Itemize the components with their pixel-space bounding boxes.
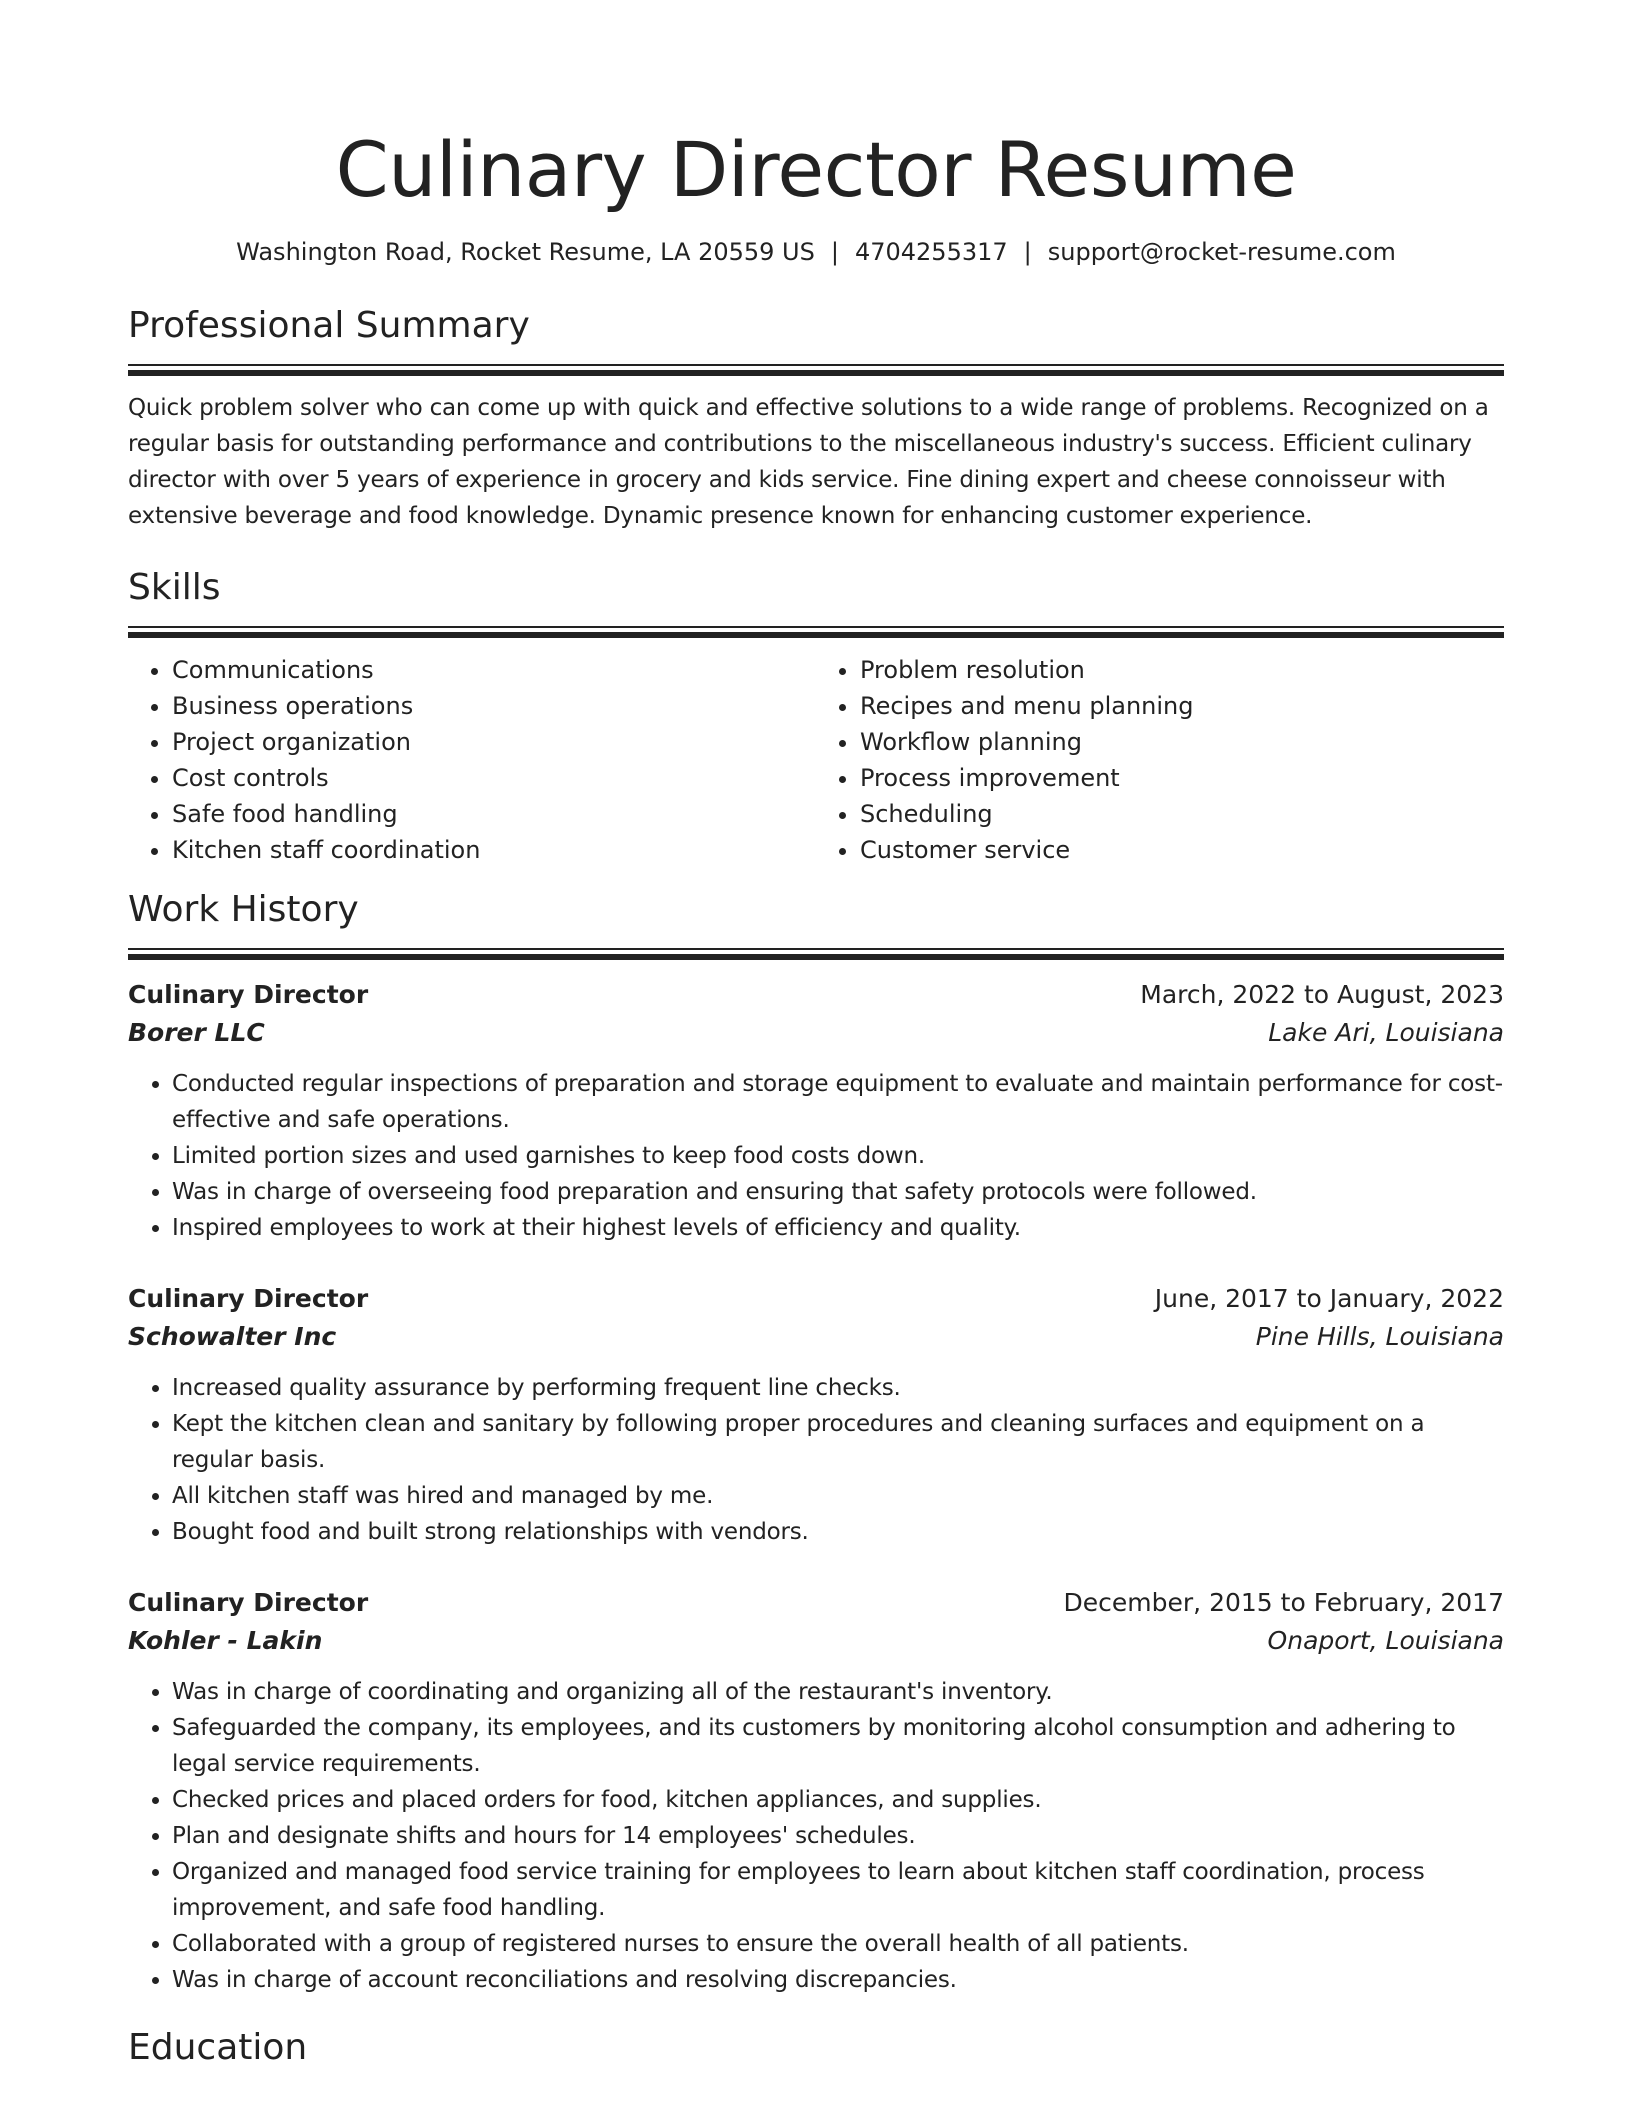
contact-separator: | (830, 238, 839, 266)
resume-page (128, 0, 1504, 2072)
resume-title: Culinary Director Resume (335, 125, 1297, 214)
skill-item: • Project organization (172, 724, 816, 760)
job-bullet: • Collaborated with a group of registered nurses to ensure the overall health of all patients. (172, 1926, 1504, 1962)
job-bullet: • Was in charge of account reconciliations and resolving discrepancies. (172, 1962, 1504, 1998)
job-dates: June, 2017 to January, 2022 (1154, 1284, 1504, 1313)
job-location: Pine Hills, Louisiana (1255, 1322, 1504, 1351)
job-bullet: • Safeguarded the company, its employees, and its customers by monitoring alcohol consumption and adhering to legal service requirements. (172, 1710, 1504, 1782)
job-location: Onaport, Louisiana (1267, 1626, 1504, 1655)
job-bullet: • Plan and designate shifts and hours for 14 employees' schedules. (172, 1818, 1504, 1854)
skills-section (128, 564, 1504, 868)
job-title: Culinary Director (128, 980, 369, 1009)
job-header (128, 1280, 1504, 1318)
contact-phone: 4704255317 (854, 238, 1008, 266)
job-entry (128, 976, 1504, 1246)
job-header (128, 976, 1504, 1014)
section-divider (128, 626, 1504, 638)
work-history-section (128, 886, 1504, 1998)
professional-summary-section (128, 302, 1504, 534)
job-bullet: • Kept the kitchen clean and sanitary by following proper procedures and cleaning surfaces and equipment on a regular basis. (172, 1406, 1504, 1478)
job-subheader (128, 1622, 1504, 1660)
skill-item: • Recipes and menu planning (860, 688, 1504, 724)
job-bullet: • Was in charge of coordinating and organizing all of the restaurant's inventory. (172, 1674, 1504, 1710)
job-bullets (128, 1370, 1504, 1550)
skill-item: • Business operations (172, 688, 816, 724)
job-title: Culinary Director (128, 1588, 369, 1617)
skills-grid (128, 652, 1504, 868)
job-subheader (128, 1014, 1504, 1052)
section-title-skills: Skills (128, 567, 221, 608)
job-entry (128, 1584, 1504, 1998)
job-dates: March, 2022 to August, 2023 (1140, 980, 1504, 1009)
job-company: Borer LLC (128, 1018, 265, 1047)
section-divider (128, 948, 1504, 960)
job-bullet: • Bought food and built strong relationships with vendors. (172, 1514, 1504, 1550)
job-header (128, 1584, 1504, 1622)
section-divider (128, 364, 1504, 376)
skill-item: • Customer service (860, 832, 1504, 868)
job-location: Lake Ari, Louisiana (1268, 1018, 1504, 1047)
education-section (128, 2024, 1504, 2072)
job-bullet: • Checked prices and placed orders for food, kitchen appliances, and supplies. (172, 1782, 1504, 1818)
job-subheader (128, 1318, 1504, 1356)
job-bullet: • Organized and managed food service training for employees to learn about kitchen staff coordination, process improvement, and safe food handling. (172, 1854, 1504, 1926)
job-company: Schowalter Inc (128, 1322, 337, 1351)
job-company: Kohler - Lakin (128, 1626, 323, 1655)
section-title-work-history: Work History (128, 889, 359, 930)
skill-item: • Cost controls (172, 760, 816, 796)
contact-address: Washington Road, Rocket Resume, LA 20559 US (236, 238, 815, 266)
job-dates: December, 2015 to February, 2017 (1063, 1588, 1504, 1617)
job-bullet: • Inspired employees to work at their highest levels of efficiency and quality. (172, 1210, 1504, 1246)
contact-email: support@rocket-resume.com (1047, 238, 1396, 266)
job-bullets (128, 1066, 1504, 1246)
skill-item: • Scheduling (860, 796, 1504, 832)
contact-separator: | (1023, 238, 1032, 266)
job-bullet: • Limited portion sizes and used garnishes to keep food costs down. (172, 1138, 1504, 1174)
job-title: Culinary Director (128, 1284, 369, 1313)
skills-list-left (128, 652, 816, 868)
section-title-professional-summary: Professional Summary (128, 305, 530, 346)
skill-item: • Process improvement (860, 760, 1504, 796)
job-bullet: • All kitchen staff was hired and managed by me. (172, 1478, 1504, 1514)
job-bullet: • Was in charge of overseeing food preparation and ensuring that safety protocols were followed. (172, 1174, 1504, 1210)
skills-list-right (816, 652, 1504, 868)
contact-line (128, 234, 1504, 270)
job-bullets (128, 1674, 1504, 1998)
skill-item: • Problem resolution (860, 652, 1504, 688)
skill-item: • Safe food handling (172, 796, 816, 832)
job-bullet: • Conducted regular inspections of preparation and storage equipment to evaluate and maintain performance for cost-effective and safe operations. (172, 1066, 1504, 1138)
summary-text: Quick problem solver who can come up with quick and effective solutions to a wide range of problems. Recognized on a regular basis for outstanding performance and contributions to the miscellaneous industry's success. Efficient culinary director with over 5 years of experience in grocery and kids service. Fine dining expert and cheese connoisseur with extensive beverage and food knowledge. Dynamic presence known for enhancing customer experience. (128, 395, 1489, 529)
job-entry (128, 1280, 1504, 1550)
skill-item: • Kitchen staff coordination (172, 832, 816, 868)
skill-item: • Communications (172, 652, 816, 688)
job-bullet: • Increased quality assurance by performing frequent line checks. (172, 1370, 1504, 1406)
section-title-education: Education (128, 2027, 308, 2068)
skill-item: • Workflow planning (860, 724, 1504, 760)
